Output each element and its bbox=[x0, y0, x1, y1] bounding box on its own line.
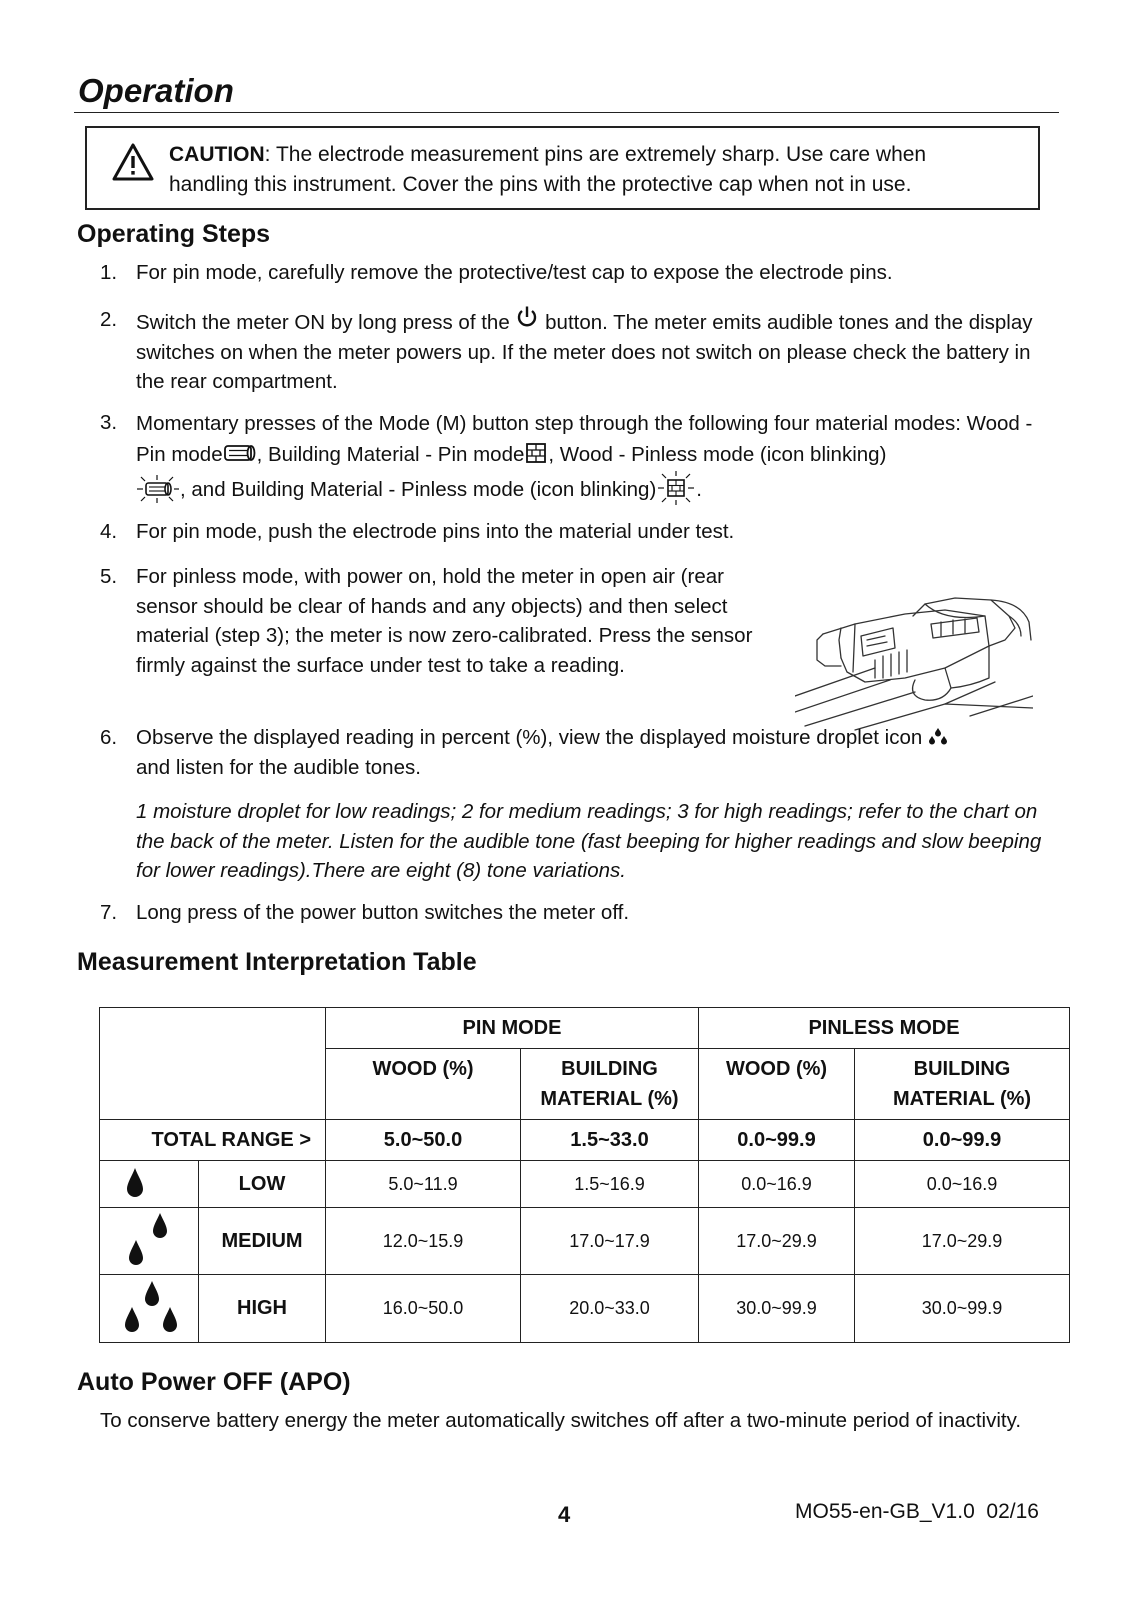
row-label: MEDIUM bbox=[199, 1208, 326, 1275]
caution-label: CAUTION bbox=[169, 143, 265, 166]
table-row-high bbox=[100, 1275, 1070, 1343]
three-droplets-icon bbox=[118, 1278, 184, 1340]
table-cell: 17.0~29.9 bbox=[855, 1208, 1070, 1275]
table-row-medium bbox=[100, 1208, 1070, 1275]
total-range-value: 0.0~99.9 bbox=[855, 1120, 1070, 1161]
step-text: For pin mode, push the electrode pins into the material under test. bbox=[136, 520, 735, 543]
total-range-value: 1.5~33.0 bbox=[521, 1120, 699, 1161]
caution-line1: : The electrode measurement pins are extremely sharp. Use care when bbox=[264, 143, 927, 166]
low-droplet-cell bbox=[100, 1161, 199, 1208]
wood-pinless-blinking-icon bbox=[136, 474, 180, 504]
step-number: 6. bbox=[100, 726, 118, 749]
table-corner-cell bbox=[100, 1008, 326, 1120]
step-text-c: , Wood - Pinless mode (icon blinking) bbox=[548, 443, 887, 466]
building-material-header bbox=[855, 1049, 1070, 1120]
step-text-cont: and listen for the audible tones. bbox=[136, 755, 421, 779]
step-text: Momentary presses of the Mode (M) button step through the following four material modes: Wood - Pin mode bbox=[136, 412, 1033, 466]
high-droplet-cell bbox=[100, 1275, 199, 1343]
building-pin-mode-icon bbox=[524, 442, 548, 464]
step-text-d: , and Building Material - Pinless mode (icon blinking) bbox=[180, 478, 657, 501]
step-text: Long press of the power button switches the meter off. bbox=[136, 901, 630, 924]
step-text: Switch the meter ON by long press of the bbox=[136, 311, 510, 334]
caution-box bbox=[85, 126, 1040, 210]
step-5 bbox=[100, 562, 760, 680]
table-cell: 30.0~99.9 bbox=[855, 1275, 1070, 1343]
step-number: 4. bbox=[100, 520, 118, 543]
table-cell: 20.0~33.0 bbox=[521, 1275, 699, 1343]
building-label: BUILDING bbox=[913, 1058, 1011, 1080]
step-number: 2. bbox=[100, 308, 118, 331]
step-6 bbox=[100, 723, 1050, 886]
table-header-row bbox=[100, 1008, 1070, 1049]
meter-in-hand-illustration bbox=[795, 596, 1033, 732]
table-cell: 17.0~29.9 bbox=[699, 1208, 855, 1275]
title-rule bbox=[74, 112, 1059, 113]
step-text: Observe the displayed reading in percent (%), view the displayed moisture droplet icon bbox=[136, 726, 923, 749]
step-6-note: 1 moisture droplet for low readings; 2 for medium readings; 3 for high readings; refer to the chart on the back of the meter. Listen for the audible tone (fast beeping for higher readings and slow beeping for lower readings).There are eight (8) tone variations. bbox=[136, 800, 1042, 882]
table-cell: 30.0~99.9 bbox=[699, 1275, 855, 1343]
row-label: HIGH bbox=[199, 1275, 326, 1343]
wood-header: WOOD (%) bbox=[326, 1049, 521, 1120]
total-range-row bbox=[100, 1120, 1070, 1161]
table-cell: 16.0~50.0 bbox=[326, 1275, 521, 1343]
step-text-e: . bbox=[696, 478, 702, 501]
total-range-value: 5.0~50.0 bbox=[326, 1120, 521, 1161]
pin-mode-header: PIN MODE bbox=[326, 1008, 699, 1049]
table-row-low bbox=[100, 1161, 1070, 1208]
medium-droplet-cell bbox=[100, 1208, 199, 1275]
table-cell: 17.0~17.9 bbox=[521, 1208, 699, 1275]
single-droplet-icon bbox=[120, 1164, 150, 1204]
document-id: MO55-en-GB_V1.0 02/16 bbox=[795, 1500, 1039, 1523]
material-label: MATERIAL (%) bbox=[892, 1088, 1032, 1110]
step-text: For pinless mode, with power on, hold the meter in open air (rear sensor should be clear of hands and any objects) and then select material (step 3); the meter is now zero-calibrated. Press the sensor firmly against the surface under test to take a reading. bbox=[136, 565, 753, 677]
step-1 bbox=[100, 258, 1050, 288]
step-number: 3. bbox=[100, 411, 118, 434]
total-range-label: TOTAL RANGE > bbox=[100, 1120, 326, 1161]
step-text-b: , Building Material - Pin mode bbox=[256, 443, 525, 466]
apo-heading: Auto Power OFF (APO) bbox=[77, 1368, 351, 1396]
step-text-cont: button. The meter emits audible tones and the display switches on when the meter powers up. If the meter does not switch on please check the battery in the rear compartment. bbox=[136, 311, 1033, 393]
pinless-mode-header: PINLESS MODE bbox=[699, 1008, 1070, 1049]
operating-steps-heading: Operating Steps bbox=[77, 220, 271, 248]
step-number: 7. bbox=[100, 901, 118, 924]
table-heading: Measurement Interpretation Table bbox=[77, 948, 477, 976]
moisture-droplet-icon bbox=[928, 727, 948, 747]
row-label: LOW bbox=[199, 1161, 326, 1208]
step-number: 1. bbox=[100, 261, 118, 284]
page-number: 4 bbox=[558, 1502, 571, 1527]
caution-line2: handling this instrument. Cover the pins with the protective cap when not in use. bbox=[169, 173, 912, 196]
warning-icon bbox=[111, 142, 155, 182]
step-3 bbox=[100, 408, 1050, 506]
step-4 bbox=[100, 517, 1050, 547]
power-icon bbox=[515, 305, 539, 329]
material-label: MATERIAL (%) bbox=[540, 1088, 679, 1110]
measurement-table bbox=[99, 1007, 1070, 1343]
wood-pin-mode-icon bbox=[223, 442, 257, 464]
wood-header: WOOD (%) bbox=[699, 1049, 855, 1120]
table-cell: 0.0~16.9 bbox=[699, 1161, 855, 1208]
table-cell: 5.0~11.9 bbox=[326, 1161, 521, 1208]
step-2 bbox=[100, 305, 1050, 397]
building-material-header bbox=[521, 1049, 699, 1120]
step-7 bbox=[100, 898, 1050, 928]
table-cell: 1.5~16.9 bbox=[521, 1161, 699, 1208]
caution-text bbox=[169, 140, 1029, 200]
step-text: For pin mode, carefully remove the protective/test cap to expose the electrode pins. bbox=[136, 261, 893, 284]
two-droplets-icon bbox=[120, 1210, 180, 1272]
building-label: BUILDING bbox=[561, 1058, 658, 1080]
building-pinless-blinking-icon bbox=[656, 470, 696, 506]
total-range-value: 0.0~99.9 bbox=[699, 1120, 855, 1161]
apo-text: To conserve battery energy the meter automatically switches off after a two-minute period of inactivity. bbox=[100, 1409, 1022, 1432]
step-number: 5. bbox=[100, 565, 118, 588]
table-cell: 12.0~15.9 bbox=[326, 1208, 521, 1275]
page-title: Operation bbox=[78, 72, 234, 109]
table-cell: 0.0~16.9 bbox=[855, 1161, 1070, 1208]
